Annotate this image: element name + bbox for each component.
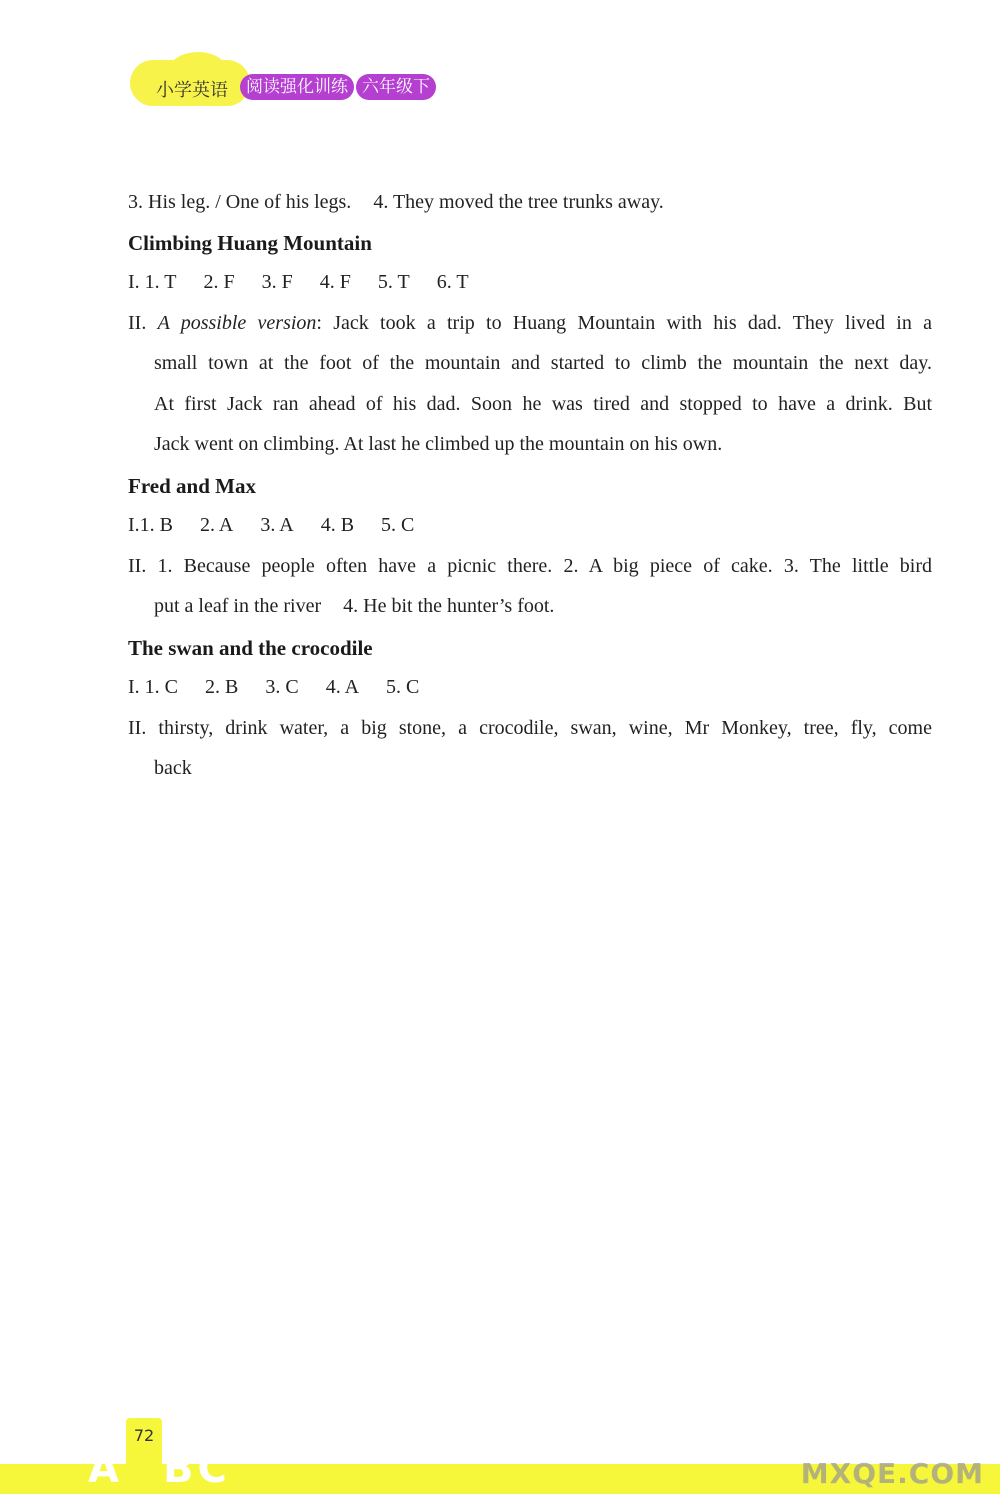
answer-line (128, 182, 664, 222)
answer-line (154, 343, 932, 383)
answer-text: 2. A big piece of cake. (563, 555, 773, 577)
watermark: MXQE.COM (800, 1457, 984, 1490)
abc-letter: A (88, 1446, 123, 1492)
answer-text: 3. His leg. / One of his legs. (128, 191, 352, 213)
series-title: 小学英语 (156, 80, 228, 101)
answer-label: II. (128, 312, 147, 334)
answer-item: 3. A (260, 514, 294, 536)
book-header (130, 52, 450, 112)
answer-item: 6. T (436, 271, 469, 293)
grade-badge: 六年级下 (356, 74, 436, 100)
answer-line (128, 505, 414, 545)
answer-text: 3. The little bird (783, 555, 933, 577)
page-number: 72 (133, 1426, 155, 1445)
answer-line (128, 708, 932, 748)
answer-line: back (154, 757, 192, 779)
answer-item: 2. B (205, 676, 239, 698)
answer-line (154, 586, 554, 626)
footer-abc-decoration (88, 1446, 231, 1492)
answer-item: 3. C (265, 676, 299, 698)
answer-item: 2. F (203, 271, 235, 293)
answer-text: 4. They moved the tree trunks away. (373, 191, 664, 213)
answer-line (154, 384, 932, 424)
answer-item: I. 1. T (128, 271, 177, 293)
abc-letter: BC (162, 1446, 231, 1492)
answer-item: 5. C (381, 514, 415, 536)
answer-text: : Jack took a trip to Huang Mountain with his dad. They lived in a (316, 312, 932, 334)
answer-emphasis: A possible version (157, 312, 317, 334)
answer-line (128, 262, 469, 302)
answer-item: I.1. B (128, 514, 173, 536)
answer-item: 4. A (325, 676, 360, 698)
answer-text: small town at the foot of the mountain and started to climb the mountain the next day. (154, 352, 932, 374)
answer-item: 3. F (261, 271, 293, 293)
answer-item: I. 1. C (128, 676, 178, 698)
answer-text: put a leaf in the river (154, 595, 322, 617)
answer-line: Jack went on climbing. At last he climbed up the mountain on his own. (154, 433, 723, 455)
subtitle-badge: 阅读强化训练 (240, 74, 354, 100)
answer-text: At first Jack ran ahead of his dad. Soon he was tired and stopped to have a drink. But (154, 393, 932, 415)
answer-item: 4. F (319, 271, 351, 293)
answer-line (128, 546, 932, 586)
answer-item: 5. C (386, 676, 420, 698)
answer-text: 4. He bit the hunter’s foot. (343, 595, 555, 617)
answer-item: 5. T (377, 271, 410, 293)
answer-item: 4. B (320, 514, 355, 536)
section-heading: Fred and Max (128, 474, 256, 498)
answer-item: 2. A (200, 514, 234, 536)
section-heading: The swan and the crocodile (128, 636, 373, 660)
section-heading: Climbing Huang Mountain (128, 231, 372, 255)
answer-line (128, 667, 419, 707)
answer-text: II. thirsty, drink water, a big stone, a crocodile, swan, wine, Mr Monkey, tree, fly, come (128, 717, 932, 739)
answer-paragraph (128, 546, 932, 586)
answer-line (128, 303, 932, 343)
answer-paragraph (128, 303, 932, 343)
answer-text: II. 1. Because people often have a picnic there. (128, 555, 553, 577)
